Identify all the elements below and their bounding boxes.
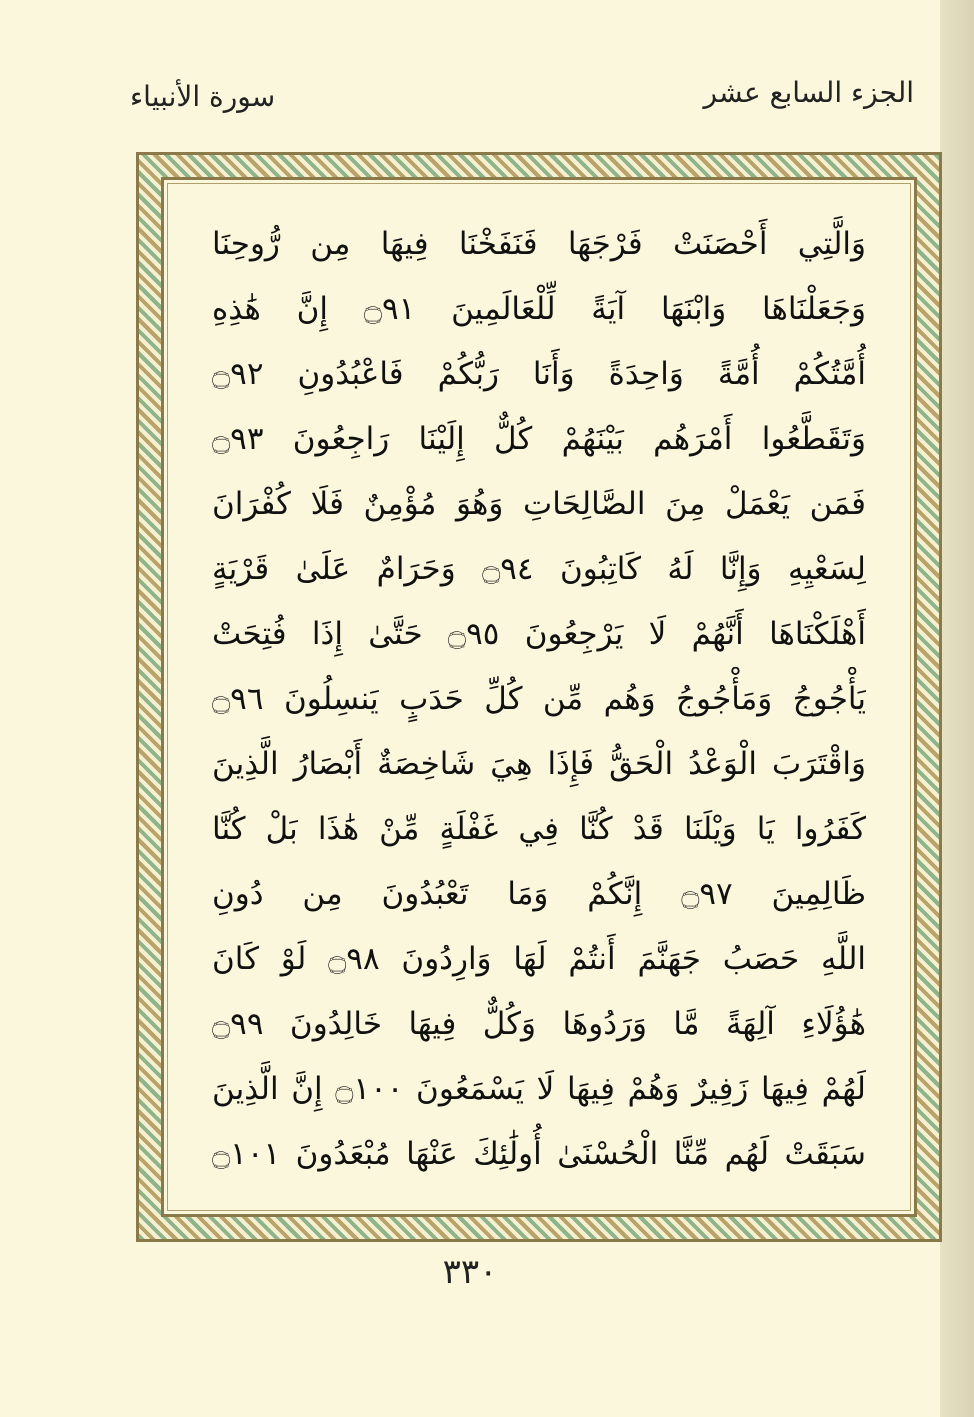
text-line: يَأْجُوجُ وَمَأْجُوجُ وَهُم مِّن كُلِّ حَدَبٍ يَنسِلُونَ ۝٩٦ bbox=[212, 681, 866, 717]
text-line: وَتَقَطَّعُوا أَمْرَهُم بَيْنَهُمْ كُلٌّ إِلَيْنَا رَاجِعُونَ ۝٩٣ bbox=[212, 421, 866, 457]
text-line: فَمَن يَعْمَلْ مِنَ الصَّالِحَاتِ وَهُوَ مُؤْمِنٌ فَلَا كُفْرَانَ bbox=[212, 486, 866, 522]
text-line: هَٰؤُلَاءِ آلِهَةً مَّا وَرَدُوهَا وَكُلٌّ فِيهَا خَالِدُونَ ۝٩٩ bbox=[212, 1006, 866, 1042]
surah-header: سورة الأنبياء bbox=[130, 80, 276, 113]
text-line: أُمَّتُكُمْ أُمَّةً وَاحِدَةً وَأَنَا رَبُّكُمْ فَاعْبُدُونِ ۝٩٢ bbox=[212, 356, 866, 392]
text-panel bbox=[161, 177, 917, 1217]
text-line: وَاقْتَرَبَ الْوَعْدُ الْحَقُّ فَإِذَا هِيَ شَاخِصَةٌ أَبْصَارُ الَّذِينَ bbox=[212, 746, 866, 782]
text-line: اللَّهِ حَصَبُ جَهَنَّمَ أَنتُمْ لَهَا وَارِدُونَ ۝٩٨ لَوْ كَانَ bbox=[212, 941, 866, 977]
juz-header: الجزء السابع عشر bbox=[703, 76, 914, 109]
page-number: ٣٣٠ bbox=[442, 1252, 498, 1292]
text-line: وَجَعَلْنَاهَا وَابْنَهَا آيَةً لِّلْعَالَمِينَ ۝٩١ إِنَّ هَٰذِهِ bbox=[212, 291, 866, 327]
verse-lines bbox=[212, 212, 866, 1187]
text-line: سَبَقَتْ لَهُم مِّنَّا الْحُسْنَىٰ أُولَٰئِكَ عَنْهَا مُبْعَدُونَ ۝١٠١ bbox=[212, 1136, 866, 1172]
page-edge-strip bbox=[940, 0, 974, 1417]
text-line: كَفَرُوا يَا وَيْلَنَا قَدْ كُنَّا فِي غَفْلَةٍ مِّنْ هَٰذَا بَلْ كُنَّا bbox=[212, 811, 866, 847]
text-line: لِسَعْيِهِ وَإِنَّا لَهُ كَاتِبُونَ ۝٩٤ وَحَرَامٌ عَلَىٰ قَرْيَةٍ bbox=[212, 551, 866, 587]
text-line: أَهْلَكْنَاهَا أَنَّهُمْ لَا يَرْجِعُونَ ۝٩٥ حَتَّىٰ إِذَا فُتِحَتْ bbox=[212, 616, 866, 652]
ornamental-frame bbox=[136, 152, 942, 1242]
text-line: وَالَّتِي أَحْصَنَتْ فَرْجَهَا فَنَفَخْنَا فِيهَا مِن رُّوحِنَا bbox=[212, 226, 866, 262]
text-line: ظَالِمِينَ ۝٩٧ إِنَّكُمْ وَمَا تَعْبُدُونَ مِن دُونِ bbox=[212, 876, 866, 912]
text-line: لَهُمْ فِيهَا زَفِيرٌ وَهُمْ فِيهَا لَا يَسْمَعُونَ ۝١٠٠ إِنَّ الَّذِينَ bbox=[212, 1071, 866, 1107]
